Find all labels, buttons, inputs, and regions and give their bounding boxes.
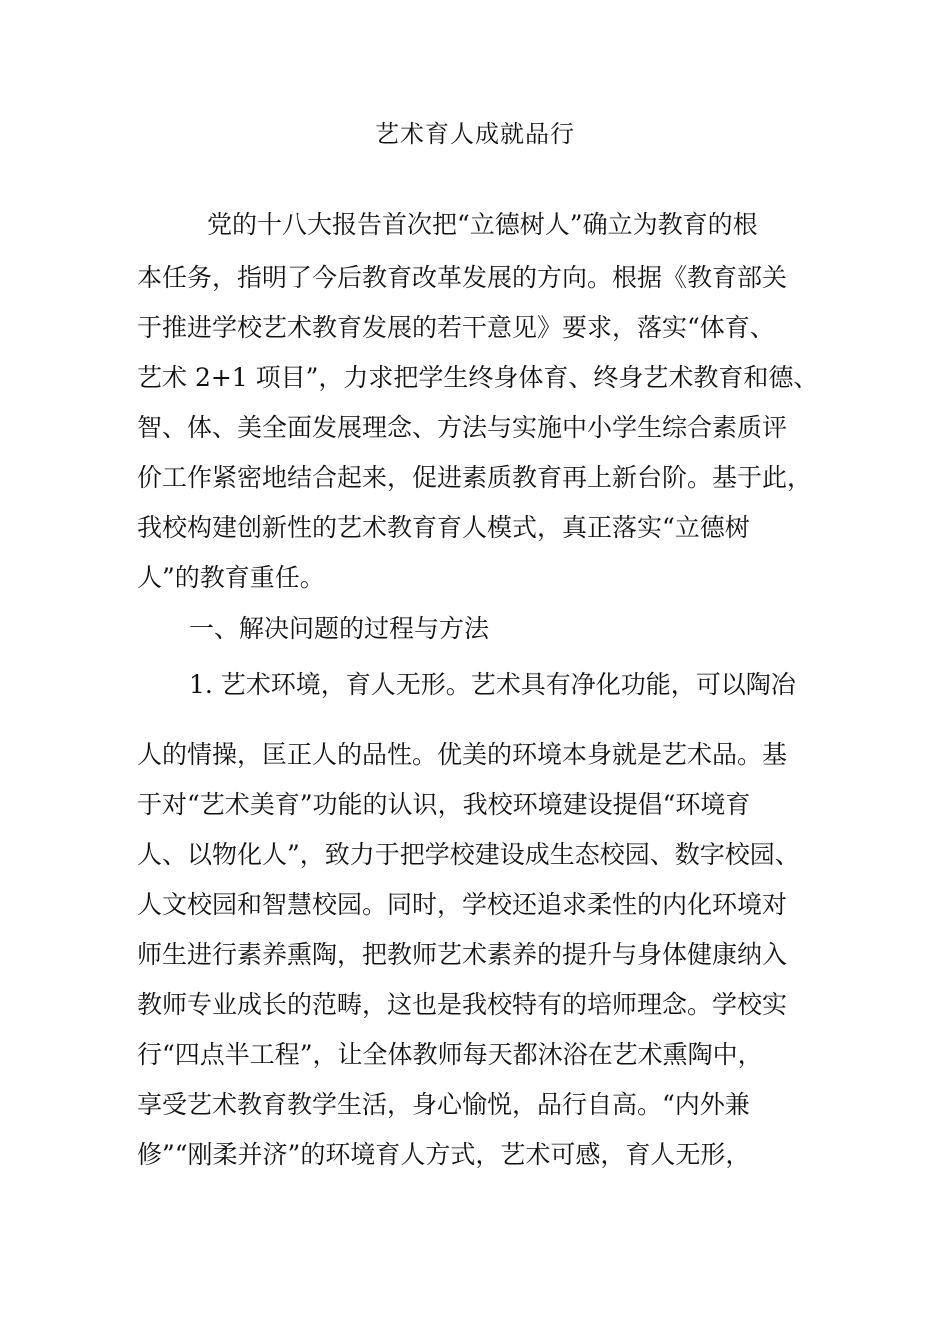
paragraph-line: 智、体、美全面发展理念、方法与实施中小学生综合素质评 [137, 413, 788, 442]
paragraph-line: 价工作紧密地结合起来，促进素质教育再上新台阶。基于此， [137, 463, 813, 492]
document-title: 艺术育人成就品行 [375, 120, 575, 148]
paragraph-line: 于推进学校艺术教育发展的若干意见》要求，落实“体育、 [137, 313, 775, 342]
paragraph-line: 修”“刚柔并济”的环境育人方式，艺术可感，育人无形， [137, 1140, 751, 1169]
paragraph-line: 师生进行素养熏陶，把教师艺术素养的提升与身体健康纳入 [137, 940, 788, 969]
section-heading: 一、解决问题的过程与方法 [189, 614, 490, 643]
paragraph-line: 行“四点半工程”，让全体教师每天都沐浴在艺术熏陶中， [137, 1040, 763, 1069]
paragraph-line: 人文校园和智慧校园。同时，学校还追求柔性的内化环境对 [137, 890, 788, 919]
paragraph-line: 党的十八大报告首次把“立德树人”确立为教育的根 [207, 210, 758, 239]
paragraph-line: 我校构建创新性的艺术教育育人模式，真正落实“立德树 [137, 513, 750, 542]
paragraph-line: 享受艺术教育教学生活，身心愉悦，品行自高。“内外兼 [137, 1090, 750, 1119]
subsection-heading: 1. 艺术环境，育人无形。艺术具有净化功能，可以陶冶 [189, 670, 796, 699]
paragraph-line: 教师专业成长的范畴，这也是我校特有的培师理念。学校实 [137, 990, 788, 1019]
paragraph-line: 于对“艺术美育”功能的认识，我校环境建设提倡“环境育 [137, 790, 751, 819]
paragraph-line: 人的情操，匡正人的品性。优美的环境本身就是艺术品。基 [137, 740, 788, 769]
paragraph-line: 艺术 2+1 项目”，力求把学生终身体育、终身艺术教育和德、 [137, 363, 819, 392]
paragraph-line: 本任务，指明了今后教育改革发展的方向。根据《教育部关 [137, 263, 788, 292]
paragraph-line: 人”的教育重任。 [137, 563, 325, 592]
paragraph-line: 人、以物化人”，致力于把学校建设成生态校园、数字校园、 [137, 840, 800, 869]
